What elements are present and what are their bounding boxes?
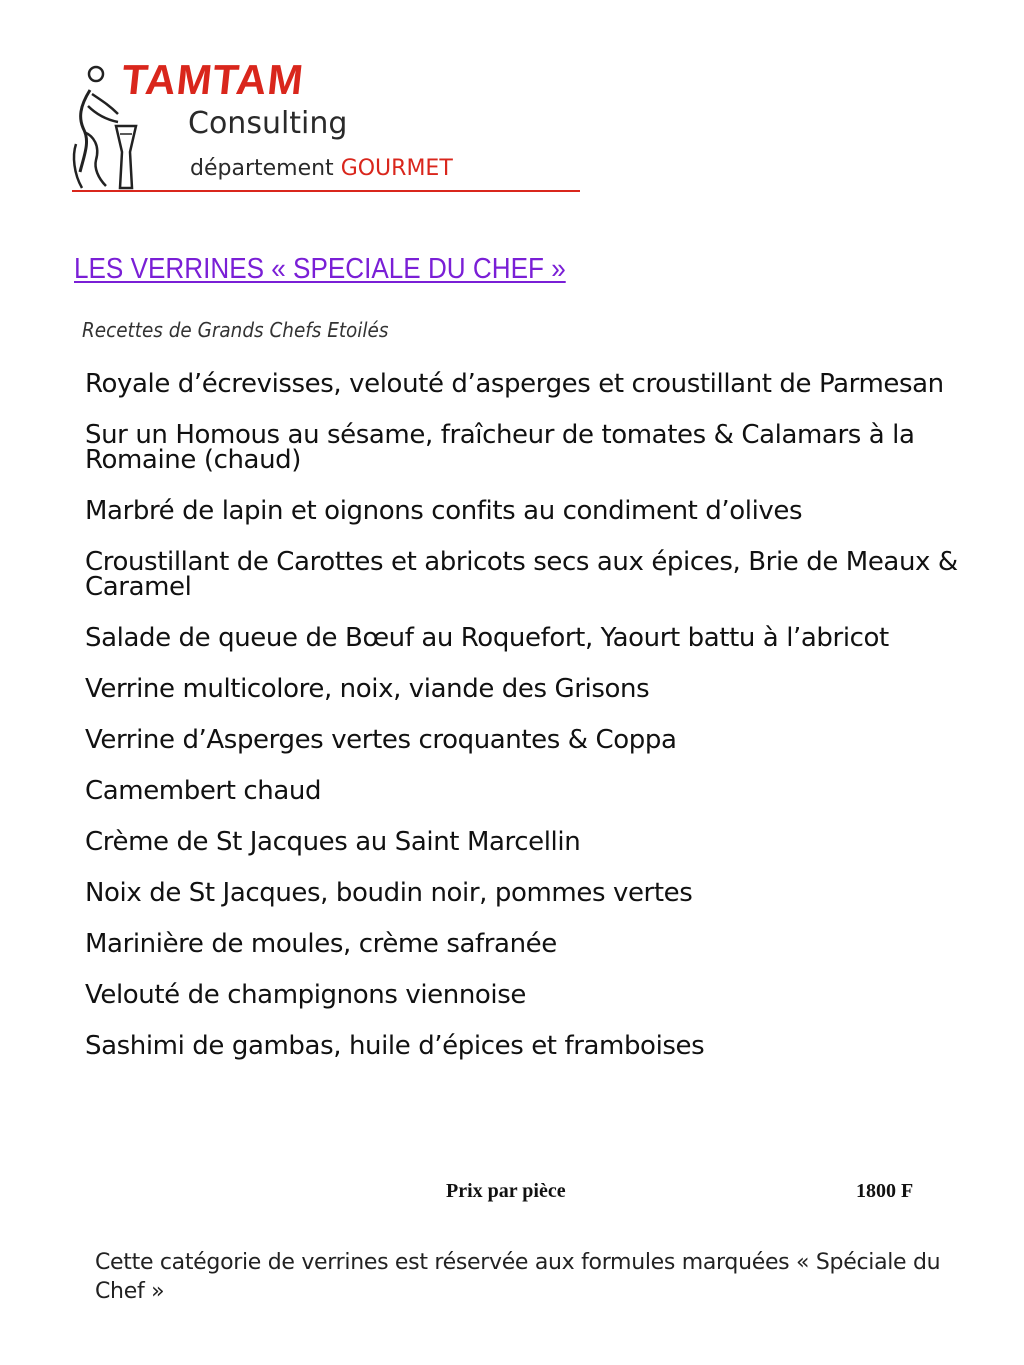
list-item: Sur un Homous au sésame, fraîcheur de tomates & Calamars à la Romaine (chaud) — [85, 420, 915, 475]
list-item: Sashimi de gambas, huile d’épices et framboises — [85, 1031, 705, 1061]
page-title: LES VERRINES « SPECIALE DU CHEF » — [74, 253, 566, 285]
footer-note: Cette catégorie de verrines est réservée aux formules marquées « Spéciale du Chef » — [95, 1250, 941, 1304]
page-subtitle: Recettes de Grands Chefs Etoilés — [82, 318, 389, 342]
list-item: Verrine multicolore, noix, viande des Grisons — [85, 674, 650, 704]
company-logo — [70, 56, 582, 196]
list-item: Croustillant de Carottes et abricots secs aux épices, Brie de Meaux & Caramel — [85, 547, 958, 602]
list-item: Royale d’écrevisses, velouté d’asperges et croustillant de Parmesan — [85, 369, 944, 399]
logo-divider — [72, 190, 580, 192]
list-item: Crème de St Jacques au Saint Marcellin — [85, 827, 581, 857]
logo-brand: TAMTAM — [119, 56, 307, 103]
list-item: Noix de St Jacques, boudin noir, pommes vertes — [85, 878, 693, 908]
list-item: Marinière de moules, crème safranée — [85, 929, 557, 959]
logo-department-prefix: département — [190, 156, 334, 181]
logo-department-highlight: GOURMET — [340, 156, 453, 181]
verrines-list — [85, 369, 990, 1085]
list-item: Salade de queue de Bœuf au Roquefort, Yaourt battu à l’abricot — [85, 623, 889, 653]
list-item: Camembert chaud — [85, 776, 322, 806]
list-item: Marbré de lapin et oignons confits au condiment d’olives — [85, 496, 803, 526]
price-label: Prix par pièce — [446, 1180, 566, 1202]
list-item: Velouté de champignons viennoise — [85, 980, 526, 1010]
list-item: Verrine d’Asperges vertes croquantes & Coppa — [85, 725, 677, 755]
logo-consulting: Consulting — [188, 106, 348, 141]
price-value: 1800 F — [856, 1180, 914, 1202]
logo-department — [190, 156, 453, 181]
